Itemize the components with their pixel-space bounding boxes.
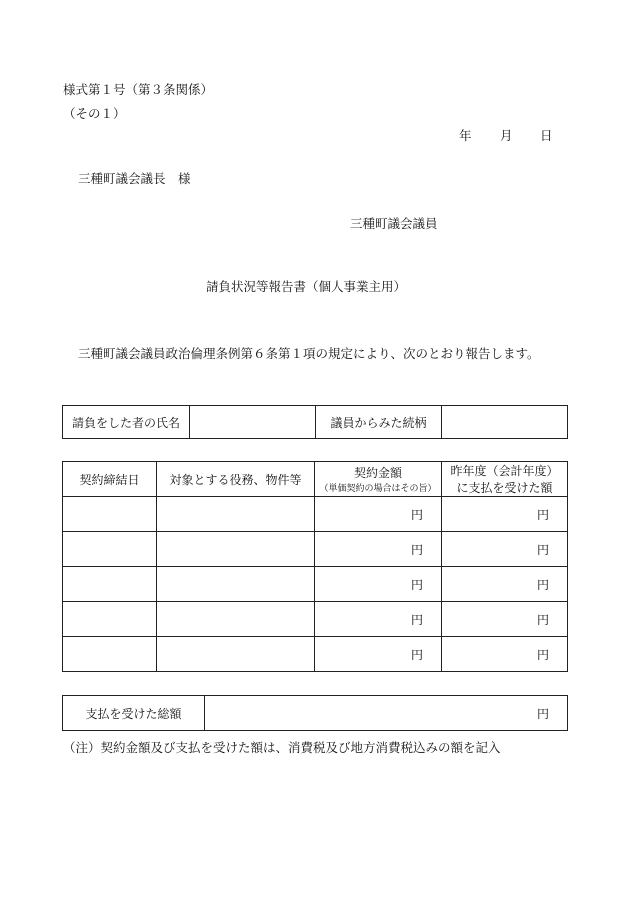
header-amount — [315, 462, 442, 497]
table-row — [63, 602, 568, 637]
addressee: 三種町議会議長 様 — [78, 171, 191, 186]
table-row — [63, 532, 568, 567]
header-paid — [442, 462, 568, 497]
row-date[interactable] — [63, 637, 157, 672]
row-subject[interactable] — [157, 497, 315, 532]
row-date[interactable] — [63, 497, 157, 532]
total-table — [62, 695, 568, 731]
row-paid[interactable]: 円 — [442, 602, 568, 637]
row-amount[interactable]: 円 — [315, 532, 442, 567]
row-paid[interactable]: 円 — [442, 567, 568, 602]
row-subject[interactable] — [157, 532, 315, 567]
header-date: 契約締結日 — [63, 462, 157, 497]
form-number: 様式第１号（第３条関係） — [63, 82, 214, 97]
row-date[interactable] — [63, 602, 157, 637]
sender: 三種町議会議員 — [350, 216, 438, 231]
row-amount[interactable]: 円 — [315, 602, 442, 637]
row-paid[interactable]: 円 — [442, 532, 568, 567]
contracts-table — [62, 461, 568, 672]
row-paid[interactable]: 円 — [442, 497, 568, 532]
row-subject[interactable] — [157, 602, 315, 637]
row-subject[interactable] — [157, 637, 315, 672]
footnote: （注）契約金額及び支払を受けた額は、消費税及び地方消費税込みの額を記入 — [63, 740, 501, 755]
header-amount-note: （単価契約の場合はその旨） — [319, 484, 437, 494]
document-title: 請負状況等報告書（個人事業主用） — [206, 279, 407, 294]
table-row — [63, 497, 568, 532]
row-paid[interactable]: 円 — [442, 637, 568, 672]
header-amount-label: 契約金額 — [353, 466, 402, 480]
relation-label: 議員からみた続柄 — [316, 406, 442, 439]
header-subject: 対象とする役務、物件等 — [157, 462, 315, 497]
contracts-header-row — [63, 462, 568, 497]
total-label: 支払を受けた総額 — [63, 696, 205, 731]
row-amount[interactable]: 円 — [315, 567, 442, 602]
date-day: 日 — [540, 128, 553, 143]
total-field[interactable]: 円 — [205, 696, 568, 731]
sub-number: （その１） — [63, 106, 126, 121]
row-date[interactable] — [63, 567, 157, 602]
row-amount[interactable]: 円 — [315, 637, 442, 672]
date-month: 月 — [500, 128, 513, 143]
name-field[interactable] — [190, 406, 316, 439]
date-year: 年 — [459, 128, 472, 143]
info-table — [62, 405, 568, 439]
header-paid-line2: に支払を受けた額 — [456, 481, 553, 495]
table-row — [63, 637, 568, 672]
row-subject[interactable] — [157, 567, 315, 602]
relation-field[interactable] — [442, 406, 568, 439]
table-row — [63, 567, 568, 602]
body-text: 三種町議会議員政治倫理条例第６条第１項の規定により、次のとおり報告します。 — [78, 346, 540, 361]
name-label: 請負をした者の氏名 — [63, 406, 190, 439]
row-amount[interactable]: 円 — [315, 497, 442, 532]
header-paid-line1: 昨年度（会計年度） — [450, 464, 559, 478]
row-date[interactable] — [63, 532, 157, 567]
